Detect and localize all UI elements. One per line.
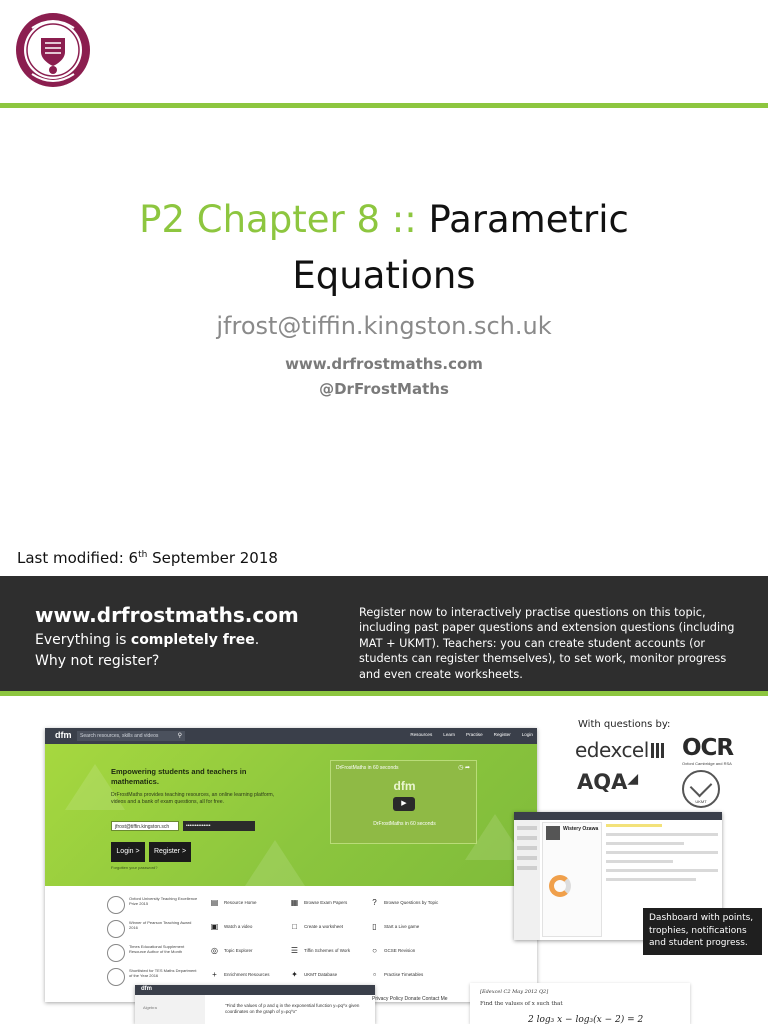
video-subtitle: DrFrostMaths in 60 seconds — [373, 821, 436, 827]
modified-suffix: September 2018 — [152, 549, 278, 567]
clipboard-icon: ▫ — [373, 970, 376, 979]
hero-password-field: •••••••••••••• — [183, 821, 255, 831]
resource-icon: ▤ — [210, 898, 219, 907]
ukmt-label: UKMT — [695, 799, 707, 804]
feature-item — [370, 946, 415, 955]
explore-icon: ◎ — [211, 946, 218, 955]
feature-label: Browse Exam Papers — [304, 900, 348, 905]
practise-side-item: Algebra — [143, 1005, 157, 1010]
award-text: Oxford University Teaching Excellence Prize 2015 — [129, 896, 198, 906]
feature-item — [210, 970, 270, 979]
feature-item — [370, 970, 423, 979]
banner-free-prefix: Everything is — [35, 632, 127, 648]
hero-video — [330, 760, 477, 844]
feature-label: Watch a video — [224, 924, 253, 929]
edexcel-logo — [575, 738, 666, 762]
notification-line — [606, 833, 718, 836]
banner-divider — [0, 691, 768, 696]
feature-item — [290, 898, 347, 907]
screenshot-brand: dfm — [55, 730, 72, 740]
aqa-logo — [577, 770, 638, 794]
award-text: Times Educational Supplement Resource Author of the Month — [129, 944, 185, 954]
banner-blurb: Register now to interactively practise questions on this topic, including past paper questions and extension questions (including MAT + UKMT). Teachers: you can create student accounts (or students can register themselves), to set work, monitor progress and even create worksheets. — [359, 606, 735, 681]
question-icon: ? — [372, 898, 377, 907]
feature-label: Topic Explorer — [224, 948, 253, 953]
slide-title — [0, 192, 768, 304]
dashboard-navbar — [514, 812, 722, 820]
feature-label: Browse Questions by Topic — [384, 900, 439, 905]
puzzle-icon: ✦ — [291, 970, 298, 979]
practise-sidebar — [135, 995, 205, 1024]
feature-item — [290, 946, 350, 955]
book-icon: ▦ — [290, 898, 299, 907]
practise-question: "Find the values of p and q in the exponential function y=pq^x given coordinates on the graph of y=pq^x" — [225, 1003, 360, 1014]
notification-line — [606, 869, 718, 872]
notification-line — [606, 860, 673, 863]
exam-question-screenshot — [470, 983, 690, 1024]
notification-line — [606, 824, 662, 827]
feature-label: Create a worksheet — [304, 924, 344, 929]
hero-login-button: Login > — [111, 842, 145, 862]
award-text: Shortlisted for TES Maths Department of the Year 2016 — [129, 968, 197, 978]
title-chapter: P2 Chapter 8 :: — [139, 198, 417, 241]
exam-reference: [Edexcel C2 May 2012 Q2] — [480, 989, 549, 995]
nav-link-register: Register — [493, 732, 511, 737]
avatar — [546, 826, 560, 840]
search-icon: ⚲ — [177, 733, 182, 739]
author-email[interactable]: jfrost@tiffin.kingston.sch.uk — [216, 312, 552, 340]
practise-navbar — [135, 985, 375, 995]
footer-links: Privacy Policy Donate Contact Me — [372, 996, 448, 1002]
screenshot-navbar — [45, 728, 537, 744]
award-item — [107, 944, 199, 962]
modified-ordinal: th — [138, 550, 148, 560]
hero-register-button: Register > — [149, 842, 191, 862]
worksheet-icon: □ — [292, 922, 297, 931]
edexcel-text: edexcel — [575, 738, 649, 762]
hero-username-field: jfrost@tiffin.kingston.sch — [111, 821, 179, 831]
dashboard-sidebar — [514, 820, 540, 940]
award-seal-icon — [107, 944, 125, 962]
award-seal-icon — [107, 920, 125, 938]
nav-link-practise: Practise — [466, 732, 483, 737]
play-icon: ▶ — [393, 797, 415, 811]
author-website[interactable]: www.drfrostmaths.com — [285, 355, 483, 373]
author-twitter[interactable]: @DrFrostMaths — [319, 380, 449, 398]
feature-label: GCSE Revision — [384, 948, 416, 953]
phone-icon: ▯ — [372, 922, 377, 931]
feature-label: Start a Live game — [384, 924, 420, 929]
scheme-icon: ☰ — [290, 946, 299, 955]
dashboard-caption: Dashboard with points, trophies, notifications and student progress. — [643, 908, 762, 955]
video-title: DrFrostMaths in 60 seconds — [336, 765, 399, 771]
dashboard-notifications — [606, 824, 718, 887]
banner-why: Why not register? — [35, 653, 160, 669]
hero-decor — [245, 840, 305, 886]
video-icon: ▣ — [210, 922, 219, 931]
feature-label: Practise Timetables — [384, 972, 424, 977]
award-item — [107, 920, 199, 938]
revision-icon: ○ — [372, 946, 377, 955]
school-crest-icon — [14, 8, 92, 94]
screenshot-nav-links — [410, 732, 533, 737]
nav-link-resources: Resources — [410, 732, 433, 737]
banner-site[interactable]: www.drfrostmaths.com — [35, 603, 299, 627]
award-seal-icon — [107, 896, 125, 914]
dashboard-profile-card — [542, 822, 602, 937]
ukmt-logo — [682, 770, 720, 808]
exam-equation: 2 log₃ x − log₃(x − 2) = 2 — [528, 1015, 644, 1024]
aqa-text: AQA — [577, 770, 628, 794]
progress-ring-icon — [549, 875, 571, 897]
feature-item — [290, 922, 343, 931]
modified-prefix: Last modified: 6 — [17, 549, 139, 567]
title-main: Parametric — [428, 198, 629, 241]
title-line2: Equations — [292, 254, 476, 297]
practise-brand: dfm — [141, 986, 152, 992]
feature-label: Tiffin Schemes of Work — [304, 948, 351, 953]
feature-label: Enrichment Resources — [224, 972, 270, 977]
aqa-mark-icon: ◢ — [627, 771, 639, 787]
feature-item — [210, 946, 253, 955]
feature-item — [370, 898, 438, 907]
screenshot-search-input — [77, 731, 185, 741]
feature-label: Resource Home — [224, 900, 257, 905]
hero-heading: Empowering students and teachers in mathematics. — [111, 767, 247, 786]
hero-subtext: DrFrostMaths provides teaching resources, an online learning platform, videos and a bank of exam questions, all for free. — [111, 792, 275, 805]
award-item — [107, 968, 199, 986]
ocr-subtitle: Oxford Cambridge and RSA — [682, 761, 732, 766]
award-item — [107, 896, 199, 914]
exam-boards-heading: With questions by: — [578, 719, 671, 730]
notification-line — [606, 842, 684, 845]
ocr-logo: OCR — [682, 735, 734, 761]
feature-item — [370, 922, 419, 931]
promo-banner — [0, 576, 768, 691]
feature-item — [210, 898, 257, 907]
award-seal-icon — [107, 968, 125, 986]
feature-item — [210, 922, 252, 931]
edexcel-grid-icon — [651, 743, 666, 758]
banner-free — [35, 632, 259, 648]
header-divider — [0, 103, 768, 108]
plus-icon: + — [212, 970, 217, 979]
nav-link-learn: Learn — [443, 732, 456, 737]
feature-label: UKMT Database — [304, 972, 338, 977]
nav-link-login: Login — [521, 732, 533, 737]
practise-screenshot — [135, 985, 375, 1024]
exam-prompt: Find the values of x such that — [480, 1001, 563, 1007]
banner-free-bold: completely free — [130, 632, 255, 648]
ukmt-mark-icon — [690, 775, 713, 798]
last-modified — [17, 549, 278, 567]
video-share-icon: ◷ ➦ — [458, 765, 470, 771]
award-text: Winner of Pearson Teaching Award 2016 — [129, 920, 192, 930]
hero-forgot-link: Forgotten your password? — [111, 865, 158, 870]
notification-line — [606, 878, 696, 881]
dashboard-user-name: Wistery Ozawa — [563, 826, 599, 832]
notification-line — [606, 851, 718, 854]
banner-free-suffix: . — [254, 632, 260, 648]
feature-item — [290, 970, 337, 979]
homepage-screenshot — [45, 728, 537, 1002]
screenshot-search-placeholder: Search resources, skills and videos — [80, 733, 159, 739]
screenshot-hero — [45, 744, 537, 886]
video-logo: dfm — [393, 779, 416, 793]
